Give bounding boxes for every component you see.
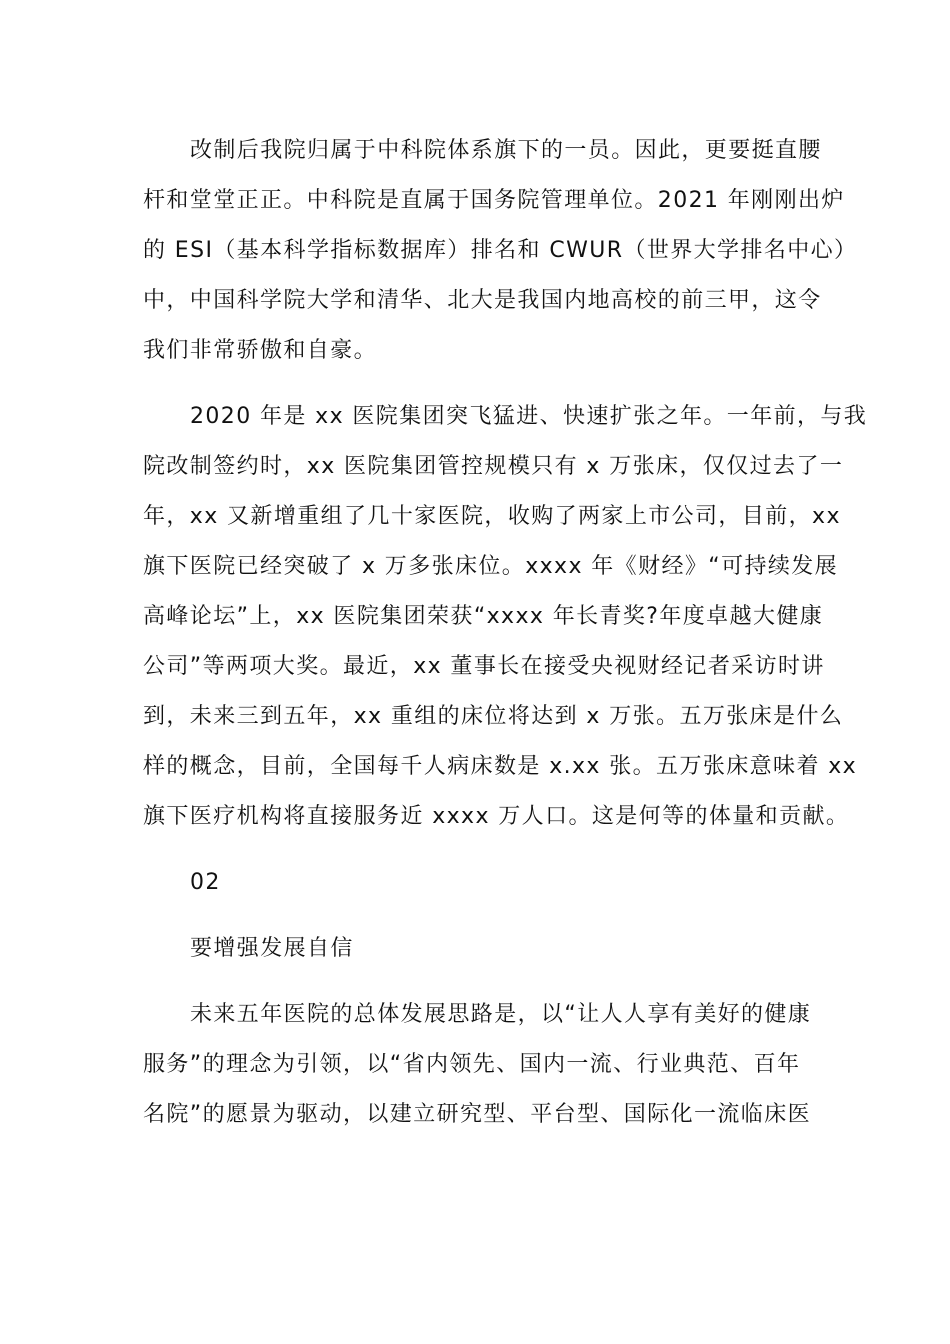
text-line: 年，xx 又新增重组了几十家医院，收购了两家上市公司，目前，xx (143, 504, 841, 529)
text-line: 公司”等两项大奖。最近，xx 董事长在接受央视财经记者采访时讲 (143, 654, 825, 679)
text-line: 杆和堂堂正正。中科院是直属于国务院管理单位。2021 年刚刚出炉 (143, 188, 845, 213)
text-line: 旗下医院已经突破了 x 万多张床位。xxxx 年《财经》“可持续发展 (143, 554, 839, 579)
text-line: 服务”的理念为引领，以“省内领先、国内一流、行业典范、百年 (143, 1052, 801, 1077)
section-title: 要增强发展自信 (190, 936, 354, 961)
paragraph-2-line (0, 802, 950, 832)
text-line: 2020 年是 xx 医院集团突飞猛进、快速扩张之年。一年前，与我 (190, 404, 868, 429)
paragraph-2-line (0, 752, 950, 782)
paragraph-2-line (0, 652, 950, 682)
paragraph-1-line (0, 286, 950, 316)
paragraph-3-line (0, 1050, 950, 1080)
text-line: 我们非常骄傲和自豪。 (143, 338, 378, 363)
paragraph-3-line (0, 1000, 950, 1030)
paragraph-2-line (0, 452, 950, 482)
text-line: 未来五年医院的总体发展思路是，以“让人人享有美好的健康 (190, 1002, 812, 1027)
section-number: 02 (190, 870, 221, 895)
paragraph-2-line (0, 602, 950, 632)
section-number-line (0, 868, 950, 898)
paragraph-2-line (0, 502, 950, 532)
text-line: 中，中国科学院大学和清华、北大是我国内地高校的前三甲，这令 (143, 288, 822, 313)
paragraph-1-line (0, 136, 950, 166)
text-line: 旗下医疗机构将直接服务近 xxxx 万人口。这是何等的体量和贡献。 (143, 804, 850, 829)
text-line: 样的概念，目前，全国每千人病床数是 x.xx 张。五万张床意味着 xx (143, 754, 858, 779)
section-title-line (0, 934, 950, 964)
text-line: 到，未来三到五年，xx 重组的床位将达到 x 万张。五万张床是什么 (143, 704, 844, 729)
paragraph-3-line (0, 1100, 950, 1130)
paragraph-1-line (0, 186, 950, 216)
text-line: 名院”的愿景为驱动，以建立研究型、平台型、国际化一流临床医 (143, 1102, 811, 1127)
text-line: 院改制签约时，xx 医院集团管控规模只有 x 万张床，仅仅过去了一 (143, 454, 844, 479)
paragraph-1-line (0, 336, 950, 366)
text-line: 的 ESI（基本科学指标数据库）排名和 CWUR（世界大学排名中心） (143, 238, 858, 263)
paragraph-2-line (0, 702, 950, 732)
paragraph-2-line (0, 552, 950, 582)
paragraph-2-line (0, 402, 950, 432)
paragraph-1-line (0, 236, 950, 266)
text-line: 高峰论坛”上，xx 医院集团荣获“xxxx 年长青奖?年度卓越大健康 (143, 604, 824, 629)
text-line: 改制后我院归属于中科院体系旗下的一员。因此，更要挺直腰 (190, 138, 822, 163)
